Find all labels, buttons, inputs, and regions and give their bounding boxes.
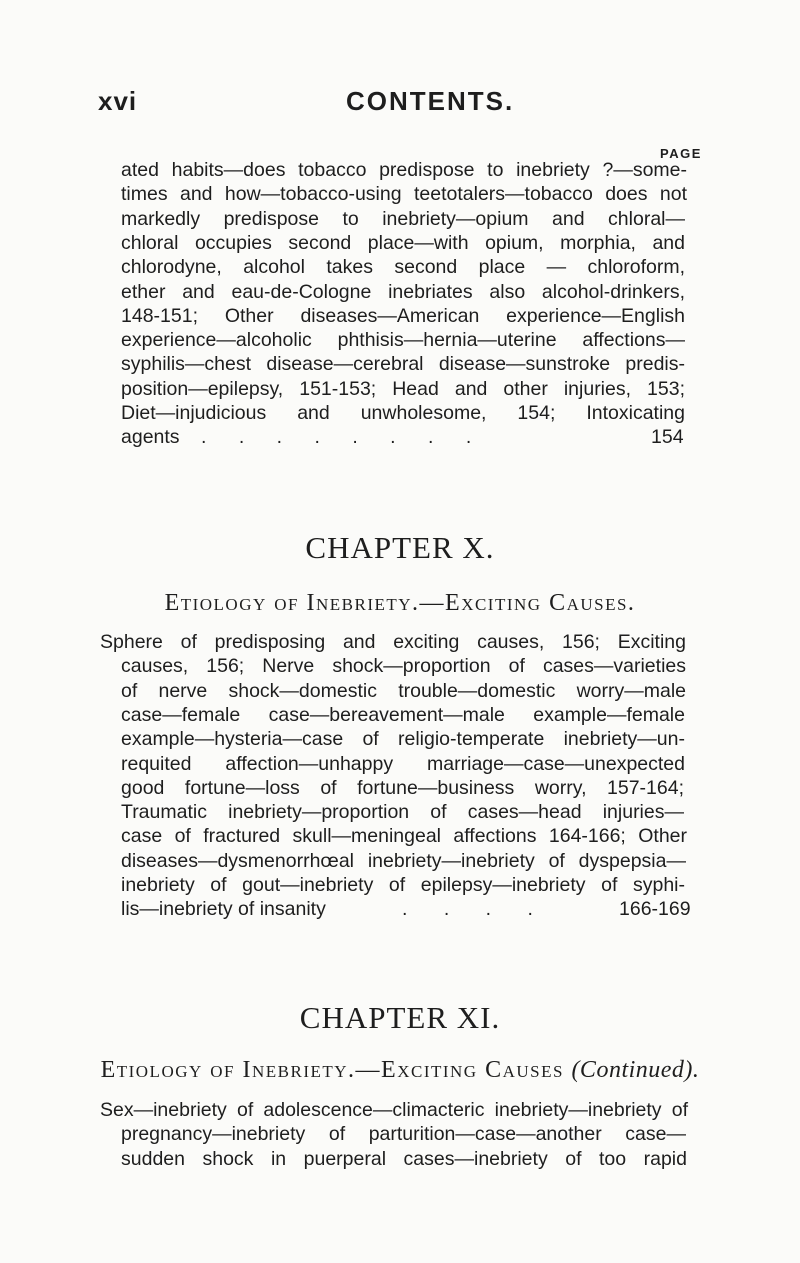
text-line: case—female case—bereavement—male example—female	[121, 703, 685, 726]
chapter-heading: CHAPTER X.	[305, 530, 495, 565]
text-line: position—epilepsy, 151-153; Head and other injuries, 153;	[121, 377, 685, 400]
entry-text: agents	[121, 426, 180, 449]
page-reference: 154	[651, 426, 684, 449]
text-line: pregnancy—inebriety of parturition—case—another case—	[121, 1123, 686, 1146]
text-line: 148-151; Other diseases—American experience—English	[121, 304, 685, 327]
page-title: CONTENTS.	[346, 86, 515, 116]
chapter-subtitle-main: Etiology of Inebriety.—Exciting Causes	[100, 1057, 564, 1083]
text-line: Sex—inebriety of adolescence—climacteric inebriety—inebriety of	[100, 1099, 688, 1121]
page-column-label: PAGE	[660, 146, 702, 161]
dot-leaders: . . . .	[402, 898, 533, 921]
text-line: markedly predispose to inebriety—opium and chloral—	[121, 207, 685, 230]
text-line: ether and eau-de-Cologne inebriates also alcohol-drinkers,	[121, 280, 685, 303]
chapter-subtitle	[0, 1057, 800, 1084]
page-reference: 166-169	[619, 898, 691, 921]
text-line: chlorodyne, alcohol takes second place — chloroform,	[121, 256, 685, 279]
text-line: ated habits—does tobacco predispose to inebriety ?—some-	[121, 159, 687, 181]
text-line: syphilis—chest disease—cerebral disease—sunstroke predis-	[121, 353, 685, 376]
text-line	[121, 897, 691, 921]
text-line: inebriety of gout—inebriety of epilepsy—inebriety of syphi-	[121, 874, 685, 896]
text-line: times and how—tobacco-using teetotalers—tobacco does not	[121, 183, 687, 206]
text-line: diseases—dysmenorrhœal inebriety—inebriety of dyspepsia—	[121, 849, 686, 872]
chapter-subtitle-continued: (Continued).	[571, 1057, 700, 1083]
text-line: Sphere of predisposing and exciting causes, 156; Exciting	[100, 631, 686, 653]
text-line: Traumatic inebriety—proportion of cases—head injuries—	[121, 801, 684, 824]
text-line: requited affection—unhappy marriage—case—unexpected	[121, 752, 685, 775]
text-line: sudden shock in puerperal cases—inebriety of too rapid	[121, 1147, 687, 1170]
entry-text: lis—inebriety of insanity	[121, 898, 326, 921]
text-line: example—hysteria—case of religio-temperate inebriety—un-	[121, 728, 685, 751]
running-head	[98, 86, 618, 120]
text-line: good fortune—loss of fortune—business worry, 157-164;	[121, 776, 684, 799]
text-line: of nerve shock—domestic trouble—domestic worry—male	[121, 679, 686, 702]
chapter-subtitle: Etiology of Inebriety.—Exciting Causes.	[164, 590, 636, 616]
text-line: causes, 156; Nerve shock—proportion of cases—varieties	[121, 655, 686, 678]
chapter-heading: CHAPTER XI.	[299, 1000, 501, 1035]
text-line: case of fractured skull—meningeal affections 164-166; Other	[121, 825, 687, 848]
text-line	[121, 425, 687, 449]
text-line: chloral occupies second place—with opium, morphia, and	[121, 231, 685, 254]
dot-leaders: . . . . . . . .	[201, 426, 472, 449]
text-line: Diet—injudicious and unwholesome, 154; Intoxicating	[121, 402, 685, 424]
page-number: xvi	[98, 86, 138, 116]
text-line: experience—alcoholic phthisis—hernia—uterine affections—	[121, 329, 685, 352]
